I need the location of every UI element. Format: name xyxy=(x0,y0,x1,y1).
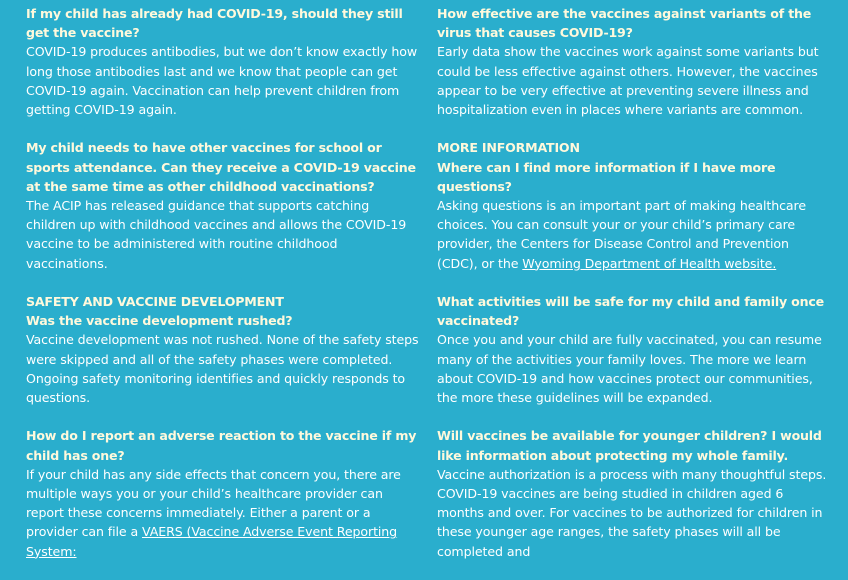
faq-item xyxy=(437,4,832,119)
faq-item xyxy=(26,426,421,560)
faq-question: How effective are the vaccines against variants of the virus that causes COVID-19? xyxy=(437,6,812,41)
faq-question: How do I report an adverse reaction to the vaccine if my child has one? xyxy=(26,428,417,463)
faq-answer: Vaccine authorization is a process with many thoughtful steps. COVID-19 vaccines are being studied in children aged 6 months and over. For vaccines to be authorized for children in these younger age ranges, the safety phases will all be completed and xyxy=(437,466,827,559)
faq-answer xyxy=(437,196,832,273)
faq-answer-text: If your child has any side effects that concern you, there are multiple ways you or your child’s healthcare provider can report these concerns immediately. Either a parent or a provider can file a xyxy=(26,466,401,540)
faq-item xyxy=(26,138,421,272)
faq-item xyxy=(26,4,421,119)
faq-question: My child needs to have other vaccines for school or sports attendance. Can they receive a COVID-19 vaccine at the same time as other childhood vaccinations? xyxy=(26,140,416,194)
faq-item xyxy=(437,426,832,560)
faq-question: What activities will be safe for my child and family once vaccinated? xyxy=(437,294,824,329)
wyoming-health-link[interactable]: Wyoming Department of Health website. xyxy=(522,255,777,271)
faq-answer xyxy=(26,465,421,561)
faq-answer: Vaccine development was not rushed. None of the safety steps were skipped and all of the safety phases were completed. Ongoing safety monitoring identifies and quickly responds to questions. xyxy=(26,332,419,406)
section-heading: SAFETY AND VACCINE DEVELOPMENT xyxy=(26,294,284,310)
faq-right-column xyxy=(437,4,832,580)
faq-item xyxy=(437,292,832,407)
faq-answer-text: Asking questions is an important part of making healthcare choices. You can consult your or your child’s primary care provider, the Centers for Disease Control and Prevention (CDC), or the xyxy=(437,198,806,271)
faq-question: Where can I find more information if I have more questions? xyxy=(437,159,776,194)
vaers-link[interactable]: VAERS (Vaccine Adverse Event Reporting System: xyxy=(26,524,398,559)
faq-question: Was the vaccine development rushed? xyxy=(26,313,293,329)
faq-answer: Early data show the vaccines work against some variants but could be less effective against others. However, the vaccines appear to be very effective at preventing severe illness and hospitalization even in places where variants are common. xyxy=(437,44,819,118)
faq-answer: The ACIP has released guidance that supports catching children up with childhood vaccines and allows the COVID-19 vaccine to be administered with routine childhood vaccinations. xyxy=(26,198,407,271)
faq-question: Will vaccines be available for younger children? I would like information about protecting my whole family. xyxy=(437,428,822,463)
faq-item xyxy=(437,138,832,272)
faq-answer: COVID-19 produces antibodies, but we don’t know exactly how long those antibodies last and we know that people can get COVID-19 again. Vaccination can help prevent children from getting COVID-19 again. xyxy=(26,44,418,118)
faq-question: If my child has already had COVID-19, should they still get the vaccine? xyxy=(26,6,403,41)
section-heading: MORE INFORMATION xyxy=(437,140,580,156)
faq-answer: Once you and your child are fully vaccinated, you can resume many of the activities your family loves. The more we learn about COVID-19 and how vaccines protect our communities, the more these guidelines will be expanded. xyxy=(437,332,822,406)
faq-item xyxy=(26,292,421,407)
faq-left-column xyxy=(26,4,421,580)
